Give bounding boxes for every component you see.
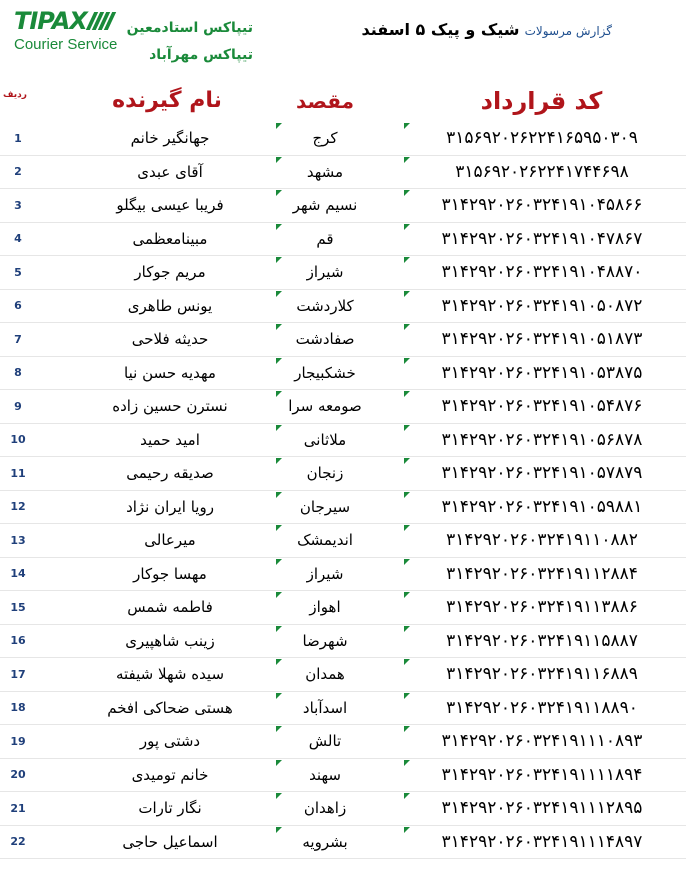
contract-code: ۳۱۴۲۹۲۰۲۶۰۳۲۴۱۹۱۱۰۸۸۲ [446, 530, 638, 551]
contract-code: ۳۱۴۲۹۲۰۲۶۰۳۲۴۱۹۱۰۵۰۸۷۲ [441, 295, 643, 316]
contract-code: ۳۱۴۲۹۲۰۲۶۰۳۲۴۱۹۱۰۴۷۸۶۷ [441, 228, 643, 249]
row-index: 14 [10, 567, 26, 581]
table-row [0, 658, 686, 692]
recipient-name: صدیقه رحیمی [126, 464, 214, 483]
recipient-name: میرعالی [144, 531, 196, 550]
destination-city: شیراز [306, 263, 344, 282]
report-prefix: گزارش مرسولات [524, 24, 612, 38]
logo-stripes-icon [86, 12, 116, 30]
recipient-name: خانم تومیدی [131, 765, 209, 784]
row-index: 9 [14, 399, 22, 413]
destination-city: کلاردشت [296, 296, 354, 315]
shipment-table [0, 122, 686, 859]
row-index: 19 [10, 734, 26, 748]
row-index: 11 [10, 466, 26, 480]
recipient-name: امید حمید [140, 430, 200, 449]
contract-code: ۳۱۴۲۹۲۰۲۶۰۳۲۴۱۹۱۱۱۱۸۹۴ [441, 764, 643, 785]
recipient-name: فاطمه شمس [127, 598, 213, 617]
recipient-name: نگار تارات [138, 799, 202, 818]
destination-city: اندیمشک [297, 531, 353, 550]
row-index: 4 [14, 232, 22, 246]
recipient-name: نسترن حسین زاده [112, 397, 228, 416]
contract-code: ۳۱۴۲۹۲۰۲۶۰۳۲۴۱۹۱۱۵۸۸۷ [446, 630, 638, 651]
destination-city: صومعه سرا [288, 397, 362, 416]
contract-code: ۳۱۵۶۹۲۰۲۶۲۲۴۱۶۵۹۵۰۳۰۹ [446, 128, 638, 149]
row-index: 6 [14, 299, 22, 313]
report-title [322, 20, 612, 39]
recipient-name: آقای عبدی [137, 162, 203, 181]
table-row [0, 256, 686, 290]
recipient-name: مریم جوکار [134, 263, 206, 282]
table-row [0, 156, 686, 190]
recipient-name: فریبا عیسی بیگلو [116, 196, 224, 215]
contract-code: ۳۱۴۲۹۲۰۲۶۰۳۲۴۱۹۱۰۵۴۸۷۶ [441, 396, 643, 417]
contract-code: ۳۱۴۲۹۲۰۲۶۰۳۲۴۱۹۱۱۲۸۸۴ [446, 563, 638, 584]
recipient-name: یونس طاهری [127, 296, 213, 315]
table-row [0, 759, 686, 793]
destination-city: مشهد [306, 162, 344, 181]
contract-code: ۳۱۵۶۹۲۰۲۶۲۲۴۱۷۴۴۶۹۸ [455, 161, 629, 182]
table-row [0, 357, 686, 391]
contract-code: ۳۱۴۲۹۲۰۲۶۰۳۲۴۱۹۱۰۵۳۸۷۵ [441, 362, 643, 383]
contract-code: ۳۱۴۲۹۲۰۲۶۰۳۲۴۱۹۱۰۵۱۸۷۳ [441, 329, 643, 350]
destination-city: قم [316, 229, 334, 248]
column-header-destination: مقصد [295, 89, 355, 113]
row-index: 3 [14, 198, 22, 212]
row-index: 12 [10, 500, 26, 514]
contract-code: ۳۱۴۲۹۲۰۲۶۰۳۲۴۱۹۱۰۴۸۸۷۰ [441, 262, 643, 283]
recipient-name: مبینامعظمی [132, 229, 208, 248]
row-index: 15 [10, 600, 26, 614]
logo-word: TIPAX [14, 7, 87, 35]
row-index: 16 [10, 634, 26, 648]
row-index: 1 [14, 131, 22, 145]
destination-city: سهند [309, 765, 341, 784]
table-row [0, 424, 686, 458]
recipient-name: جهانگیر خانم [130, 129, 210, 148]
row-index: 10 [10, 433, 26, 447]
column-header-index: ردیف [3, 90, 27, 100]
destination-city: بشرویه [302, 832, 348, 851]
table-row [0, 725, 686, 759]
table-row [0, 223, 686, 257]
row-index: 22 [10, 835, 26, 849]
table-row [0, 792, 686, 826]
table-row [0, 122, 686, 156]
destination-city: ملاثانی [303, 430, 347, 449]
table-row [0, 826, 686, 860]
report-main-title: شیک و پیک ۵ اسفند [361, 20, 520, 39]
row-index: 13 [10, 533, 26, 547]
contract-code: ۳۱۴۲۹۲۰۲۶۰۳۲۴۱۹۱۱۶۸۸۹ [446, 664, 638, 685]
table-row [0, 290, 686, 324]
recipient-name: اسماعیل حاجی [122, 832, 218, 851]
table-row [0, 189, 686, 223]
contract-code: ۳۱۴۲۹۲۰۲۶۰۳۲۴۱۹۱۱۸۸۹۰ [446, 697, 638, 718]
contract-code: ۳۱۴۲۹۲۰۲۶۰۳۲۴۱۹۱۱۱۲۸۹۵ [441, 798, 643, 819]
recipient-name: هستی ضحاکی افخم [107, 698, 233, 717]
contract-code: ۳۱۴۲۹۲۰۲۶۰۳۲۴۱۹۱۰۵۷۸۷۹ [441, 463, 643, 484]
table-row [0, 692, 686, 726]
table-row [0, 625, 686, 659]
contract-code: ۳۱۴۲۹۲۰۲۶۰۳۲۴۱۹۱۱۳۸۸۶ [446, 597, 638, 618]
column-header-name: نام گیرنده [112, 88, 222, 113]
tipax-logo [14, 8, 124, 53]
destination-city: خشکبیجار [294, 363, 356, 382]
table-row [0, 390, 686, 424]
destination-city: نسیم شهر [292, 196, 358, 215]
contract-code: ۳۱۴۲۹۲۰۲۶۰۳۲۴۱۹۱۱۱۴۸۹۷ [441, 831, 643, 852]
destination-city: اسدآباد [302, 698, 348, 717]
row-index: 5 [14, 265, 22, 279]
table-row [0, 457, 686, 491]
logo-subtitle: Courier Service [14, 36, 118, 53]
contract-code: ۳۱۴۲۹۲۰۲۶۰۳۲۴۱۹۱۰۵۶۸۷۸ [441, 429, 643, 450]
row-index: 20 [10, 768, 26, 782]
row-index: 8 [14, 366, 22, 380]
table-row [0, 558, 686, 592]
destination-city: سیرجان [299, 497, 351, 516]
recipient-name: دشتی پور [139, 732, 201, 751]
contract-code: ۳۱۴۲۹۲۰۲۶۰۳۲۴۱۹۱۰۴۵۸۶۶ [441, 195, 643, 216]
recipient-name: رویا ایران نژاد [126, 497, 214, 516]
table-row [0, 323, 686, 357]
destination-city: کرج [312, 129, 338, 148]
destination-city: تالش [308, 732, 342, 751]
destination-city: همدان [305, 665, 345, 684]
table-row [0, 524, 686, 558]
contract-code: ۳۱۴۲۹۲۰۲۶۰۳۲۴۱۹۱۱۱۰۸۹۳ [441, 731, 643, 752]
row-index: 18 [10, 701, 26, 715]
table-row [0, 491, 686, 525]
destination-city: شهرضا [302, 631, 348, 650]
destination-city: شیراز [306, 564, 344, 583]
row-index: 7 [14, 332, 22, 346]
row-index: 17 [10, 667, 26, 681]
destination-city: اهواز [309, 598, 341, 617]
column-header-code: کد قرارداد [480, 87, 603, 115]
destination-city: صفادشت [295, 330, 355, 349]
destination-city: زاهدان [303, 799, 347, 818]
branch-name-2: تیپاکس مهرآباد [149, 47, 253, 63]
recipient-name: مهدیه حسن نیا [124, 363, 216, 382]
row-index: 21 [10, 801, 26, 815]
recipient-name: زینب شاهپیری [125, 631, 215, 650]
recipient-name: حدیثه فلاحی [131, 330, 209, 349]
contract-code: ۳۱۴۲۹۲۰۲۶۰۳۲۴۱۹۱۰۵۹۸۸۱ [441, 496, 643, 517]
destination-city: زنجان [306, 464, 344, 483]
recipient-name: مهسا جوکار [133, 564, 207, 583]
row-index: 2 [14, 165, 22, 179]
table-row [0, 591, 686, 625]
branch-name-1: تیپاکس استادمعین [126, 20, 253, 36]
recipient-name: سیده شهلا شیفته [115, 665, 225, 684]
